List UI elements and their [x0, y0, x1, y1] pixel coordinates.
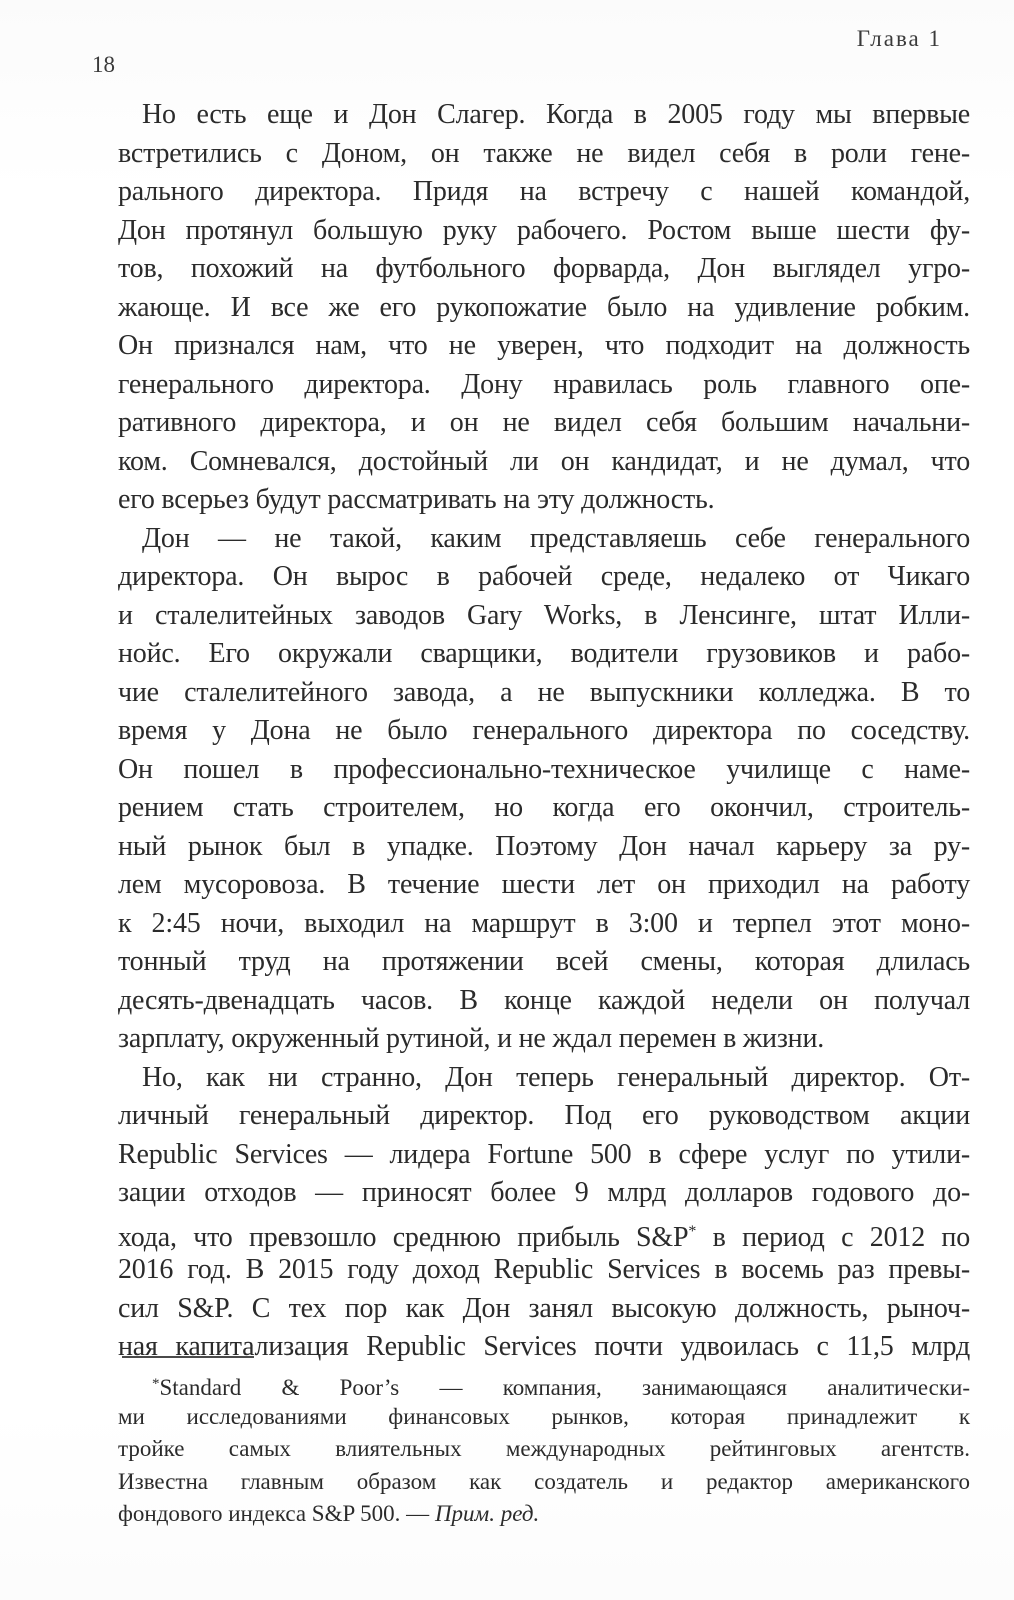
footnote-line: ми исследованиями финансовых рынков, которая принадлежит к: [118, 1403, 970, 1429]
text-line: и сталелитейных заводов Gary Works, в Ленсинге, штат Илли-: [118, 599, 970, 631]
text-line: 2016 год. В 2015 году доход Republic Services в восемь раз превы-: [118, 1254, 970, 1285]
text-line: сил S&P. С тех пор как Дон занял высокую должность, рыноч-: [118, 1292, 970, 1324]
text-line: Но, как ни странно, Дон теперь генеральный директор. От-: [142, 1061, 970, 1093]
text-line: тов, похожий на футбольного форварда, Дон выглядел угро-: [118, 253, 970, 284]
text-line-tail: в период с 2012 по: [696, 1221, 970, 1253]
footnote-line: Известна главным образом как создатель и редактор американского: [118, 1468, 970, 1494]
text-line: Дон протянул большую руку рабочего. Ростом выше шести фу-: [118, 214, 970, 246]
text-line: Он признался нам, что не уверен, что подходит на должность: [118, 330, 970, 361]
text-line: директора. Он вырос в рабочей среде, недалеко от Чикаго: [118, 561, 970, 592]
footnote-line: *Standard & Poor’s — компания, занимающаяся аналитически-: [152, 1375, 970, 1400]
running-head-chapter: Глава 1: [856, 26, 942, 51]
text-line: зации отходов — приносят более 9 млрд долларов годового до-: [118, 1177, 970, 1208]
footnote-marker: *: [152, 1376, 160, 1392]
text-line: встретились с Доном, он также не видел себя в роли гене-: [118, 137, 970, 169]
text-line: ная капитализация Republic Services почти удвоилась с 11,5 млрд: [118, 1331, 970, 1362]
text-line: лем мусоровоза. В течение шести лет он приходил на работу: [118, 869, 970, 900]
text-line: личный генеральный директор. Под его руководством акции: [118, 1100, 970, 1131]
body-text: [118, 96, 970, 1367]
text-line: Но есть еще и Дон Слагер. Когда в 2005 году мы впервые: [142, 99, 970, 130]
text-line: зарплату, окруженный рутиной, и не ждал перемен в жизни.: [118, 1023, 825, 1054]
footnote-reference-marker: *: [688, 1222, 697, 1240]
footnote-separator: [122, 1356, 254, 1358]
text-line: к 2:45 ночи, выходил на маршрут в 3:00 и терпел этот моно-: [118, 907, 970, 939]
text-line: его всерьез будут рассматривать на эту должность.: [118, 484, 715, 515]
footnote-line: тройке самых влиятельных международных рейтинговых агентств.: [118, 1436, 970, 1461]
text-line: нойс. Его окружали сварщики, водители грузовиков и рабо-: [118, 638, 970, 669]
text-line: тонный труд на протяжении всей смены, которая длилась: [118, 946, 970, 977]
page-number: 18: [92, 52, 115, 77]
text-line: Он пошел в профессионально-техническое училище с наме-: [118, 753, 970, 785]
text-line: время у Дона не было генерального директора по соседству.: [118, 715, 970, 746]
text-line: чие сталелитейного завода, а не выпускники колледжа. В то: [118, 676, 970, 708]
text-line: генерального директора. Дону нравилась роль главного опе-: [118, 368, 970, 400]
text-line-head: хода, что превзошло среднюю прибыль S&P: [118, 1221, 689, 1253]
text-line: ком. Сомневался, достойный ли он кандидат, и не думал, что: [118, 445, 970, 477]
editor-note: Прим. ред.: [434, 1501, 540, 1526]
text-line: ративного директора, и он не видел себя большим начальни-: [118, 407, 970, 438]
footnote: [118, 1368, 970, 1531]
text-line: Дон — не такой, каким представляешь себе генерального: [142, 522, 970, 554]
text-line-with-footnote-ref: [118, 1213, 970, 1252]
text-line: десять-двенадцать часов. В конце каждой недели он получал: [118, 984, 970, 1016]
footnote-line: фондового индекса S&P 500. — Прим. ред.: [118, 1501, 540, 1526]
text-line: рального директора. Придя на встречу с нашей командой,: [118, 176, 970, 207]
text-line: жающе. И все же его рукопожатие было на удивление робким.: [118, 291, 970, 323]
text-line: рением стать строителем, но когда его окончил, строитель-: [118, 792, 970, 823]
text-line: Republic Services — лидера Fortune 500 в сфере услуг по утили-: [118, 1138, 970, 1170]
text-line: ный рынок был в упадке. Поэтому Дон начал карьеру за ру-: [118, 830, 970, 862]
